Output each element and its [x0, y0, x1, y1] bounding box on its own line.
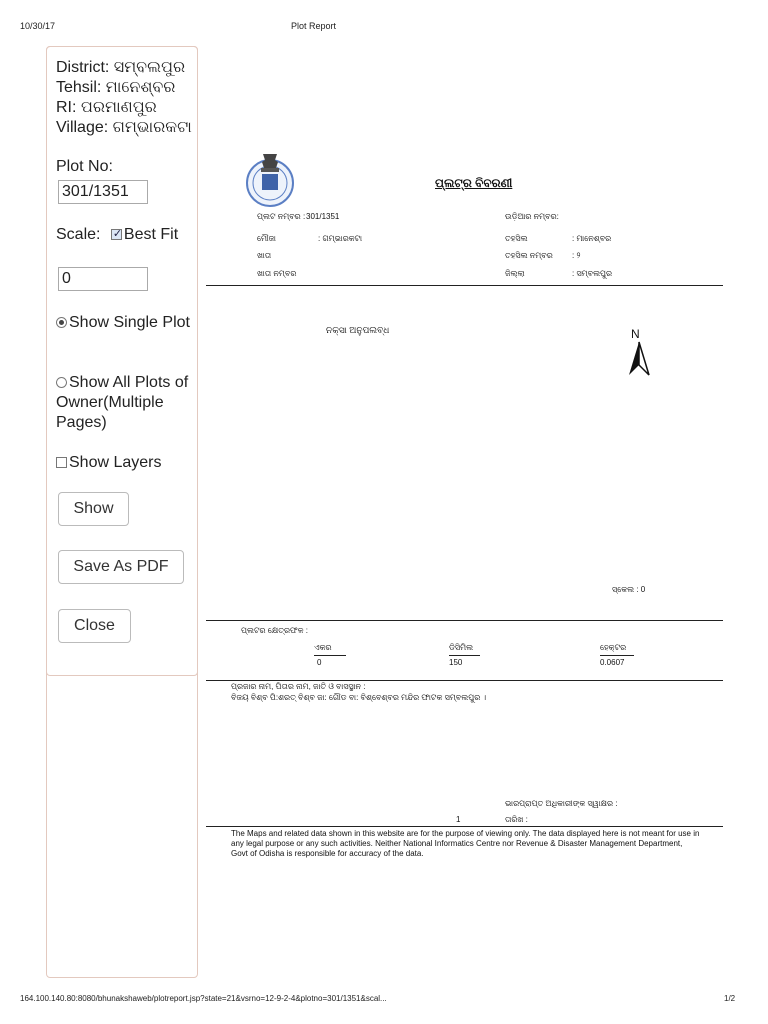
date-label: ତାରିଖ :	[505, 815, 528, 824]
scale-input[interactable]: 0	[58, 267, 148, 291]
disclaimer-text: The Maps and related data shown in this website are for the purpose of viewing only. The data displayed here is not meant for use in any legal purpose or any such activities. Neither National Informatics Centre nor Revenue & Disaster Management Department, Govt of Odisha is responsible for accuracy of the data.	[231, 829, 700, 858]
area-col-head-hectare: ହେକ୍ଟର	[600, 643, 634, 656]
best-fit-label: Best Fit	[123, 226, 179, 243]
show-single-plot-option[interactable]	[56, 313, 196, 333]
best-fit-checkbox[interactable]	[111, 229, 122, 240]
area-col-head-acre: ଏକର	[314, 643, 346, 656]
sheet-no-label: ଉଡ଼ିଆର ନମ୍ବର:	[505, 212, 559, 221]
khata-label: ଖାତା	[257, 251, 272, 260]
report-title: ପ୍ଲଟ୍‌ର ବିବରଣୀ	[435, 176, 513, 190]
signature-label: ଭାରପ୍ରାପ୍ତ ଅଧିକାରୀଙ୍କ ସ୍ୱାକ୍ଷର :	[505, 799, 618, 808]
district-label: District: ସମ୍ବଲପୁର	[56, 59, 186, 76]
scale-label: Scale:	[56, 226, 101, 243]
owner-text: ବିଜୟ ବିଶ୍ବ ପି:ଶରତ୍ ବିଶ୍ବ ଜା: ଗୌଡ ବା: ବିଶ୍ବେଶ୍ବର ମନ୍ଦିର ଫାଟକ ସମ୍ବଲପୁର ।	[231, 693, 487, 702]
area-label: ପ୍ଲଟର କ୍ଷେତ୍ରଫଳ :	[241, 626, 308, 635]
show-layers-option[interactable]	[56, 453, 196, 473]
print-page-number: 1/2	[724, 994, 736, 1003]
tehsil-report-value: : ମାନେଶ୍ବର	[572, 234, 612, 243]
district-report-label: ଜିଲ୍ଲା	[505, 269, 525, 278]
show-all-plots-label: Show All Plots of Owner(Multiple Pages)	[56, 374, 189, 431]
report-divider-2	[206, 620, 723, 621]
tehsil-label: Tehsil: ମାନେଶ୍ବର	[56, 79, 176, 96]
print-page-title: Plot Report	[291, 21, 337, 31]
report-page-number: 1	[456, 815, 461, 824]
report-divider-1	[206, 285, 723, 286]
area-col-head-decimal: ଡିସିମିଲ	[449, 643, 480, 656]
odisha-emblem-logo	[242, 150, 298, 208]
print-date: 10/30/17	[20, 21, 56, 31]
close-button[interactable]: Close	[58, 609, 131, 643]
tehsil-no-value: : ୨	[572, 251, 581, 260]
plot-no-label: Plot No:	[56, 158, 113, 175]
show-all-plots-option[interactable]	[56, 373, 196, 433]
scale-row	[56, 226, 178, 244]
area-value-hectare: 0.0607	[600, 658, 625, 667]
mouza-value: : ଗମ୍ଭାରକଟା	[318, 234, 363, 243]
show-all-plots-radio[interactable]	[56, 377, 67, 388]
show-layers-label: Show Layers	[69, 454, 162, 471]
report-divider-4	[206, 826, 723, 827]
area-value-acre: 0	[317, 658, 322, 667]
district-report-value: : ସମ୍ବଲପୁର	[572, 269, 613, 278]
north-arrow-icon	[627, 341, 651, 377]
report-divider-3	[206, 680, 723, 681]
plot-no-input[interactable]: 301/1351	[58, 180, 148, 204]
print-url: 164.100.140.80:8080/bhunakshaweb/plotreport.jsp?state=21&vsrno=12-9-2-4&plotno=301/1351&scal...	[20, 994, 387, 1003]
save-as-pdf-button[interactable]: Save As PDF	[58, 550, 184, 584]
plot-no-report-value: 301/1351	[306, 212, 340, 221]
show-layers-checkbox[interactable]	[56, 457, 67, 468]
ri-label: RI: ପରମାଣପୁର	[56, 99, 157, 116]
mouza-label: ମୌଜା	[257, 234, 276, 243]
tehsil-report-label: ତହସିଲ	[505, 234, 528, 243]
show-single-plot-label: Show Single Plot	[69, 314, 190, 331]
scale-report-text: ସ୍କେଲ : 0	[612, 585, 646, 594]
owner-heading: ପ୍ରଜାର ନାମ, ପିତାର ନାମ, ଜାତି ଓ ବାସସ୍ଥାନ :	[231, 682, 366, 691]
village-label: Village: ଗମ୍ଭାରକଟା	[56, 119, 192, 136]
plot-no-report-label: ପ୍ଲଟ ନମ୍ବର :	[257, 212, 306, 221]
tehsil-no-label: ତହସିଲ ନମ୍ବର	[505, 251, 553, 260]
map-unavailable-text: ନକ୍ସା ଅନୁପଲବ୍ଧ	[326, 325, 390, 335]
show-button[interactable]: Show	[58, 492, 129, 526]
khata-no-label: ଖାତା ନମ୍ବର	[257, 269, 297, 278]
show-single-plot-radio[interactable]	[56, 317, 67, 328]
area-value-decimal: 150	[449, 658, 463, 667]
north-label: N	[631, 327, 640, 341]
